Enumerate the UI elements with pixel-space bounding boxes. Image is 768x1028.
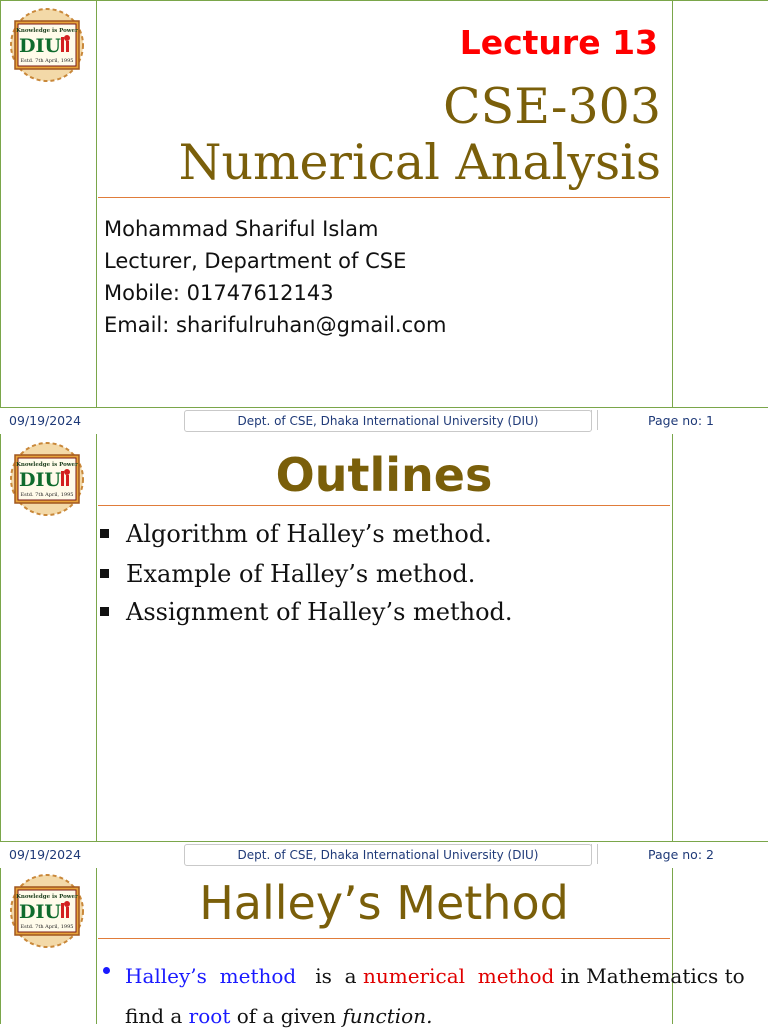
course-code: CSE-303 <box>443 78 661 135</box>
slide-title: Outlines <box>275 448 493 502</box>
footer-department: Dept. of CSE, Dhaka International University (DIU) <box>184 410 592 432</box>
diu-logo-icon <box>10 442 84 516</box>
term-link: method <box>219 964 297 988</box>
term-link: Halley’s <box>125 964 207 988</box>
diu-logo-icon <box>10 874 84 948</box>
slide-1 <box>0 0 768 408</box>
footer-fold <box>591 410 598 430</box>
footer-fold <box>591 844 598 864</box>
list-item: Example of Halley’s method. <box>100 560 475 588</box>
instructor-designation: Lecturer, Department of CSE <box>104 249 407 273</box>
slide-footer-2 <box>0 841 768 869</box>
instructor-name: Mohammad Shariful Islam <box>104 217 379 241</box>
title-rule <box>98 197 670 198</box>
title-rule <box>98 505 670 506</box>
page-number: Page no: 1 <box>648 413 714 428</box>
logo-column-divider <box>96 0 97 408</box>
footer-department: Dept. of CSE, Dhaka International University (DIU) <box>184 844 592 866</box>
term-link: root <box>188 1004 231 1028</box>
square-bullet-icon <box>100 569 109 578</box>
footer-date: 09/19/2024 <box>9 413 82 428</box>
page-number: Page no: 2 <box>648 847 714 862</box>
logo-column-divider <box>96 868 97 1024</box>
right-margin-divider <box>672 868 673 1024</box>
list-item: Algorithm of Halley’s method. <box>100 520 492 548</box>
slide-footer-1 <box>0 407 768 435</box>
slide-border-left <box>0 868 1 1024</box>
highlight-term: method <box>477 964 555 988</box>
slide-border <box>0 0 768 1</box>
square-bullet-icon <box>100 607 109 616</box>
slide-border-left <box>0 434 1 841</box>
slide-border-left <box>0 0 1 408</box>
paragraph-line: find a root of a given function. <box>125 1004 433 1028</box>
instructor-mobile: Mobile: 01747612143 <box>104 281 334 305</box>
right-margin-divider <box>672 434 673 841</box>
round-bullet-icon <box>103 967 110 974</box>
square-bullet-icon <box>100 529 109 538</box>
instructor-email: Email: sharifulruhan@gmail.com <box>104 313 447 337</box>
list-item: Assignment of Halley’s method. <box>100 598 513 626</box>
right-margin-divider <box>672 0 673 408</box>
footer-date: 09/19/2024 <box>9 847 82 862</box>
highlight-term: numerical <box>362 964 466 988</box>
diu-logo-icon <box>10 8 84 82</box>
lecture-number: Lecture 13 <box>459 23 658 62</box>
title-rule <box>98 938 670 939</box>
logo-column-divider <box>96 434 97 841</box>
paragraph-line: Halley’s method is a numerical method in Mathematics to <box>125 964 745 988</box>
slide-title: Halley’s Method <box>199 876 569 930</box>
course-name: Numerical Analysis <box>178 134 661 191</box>
